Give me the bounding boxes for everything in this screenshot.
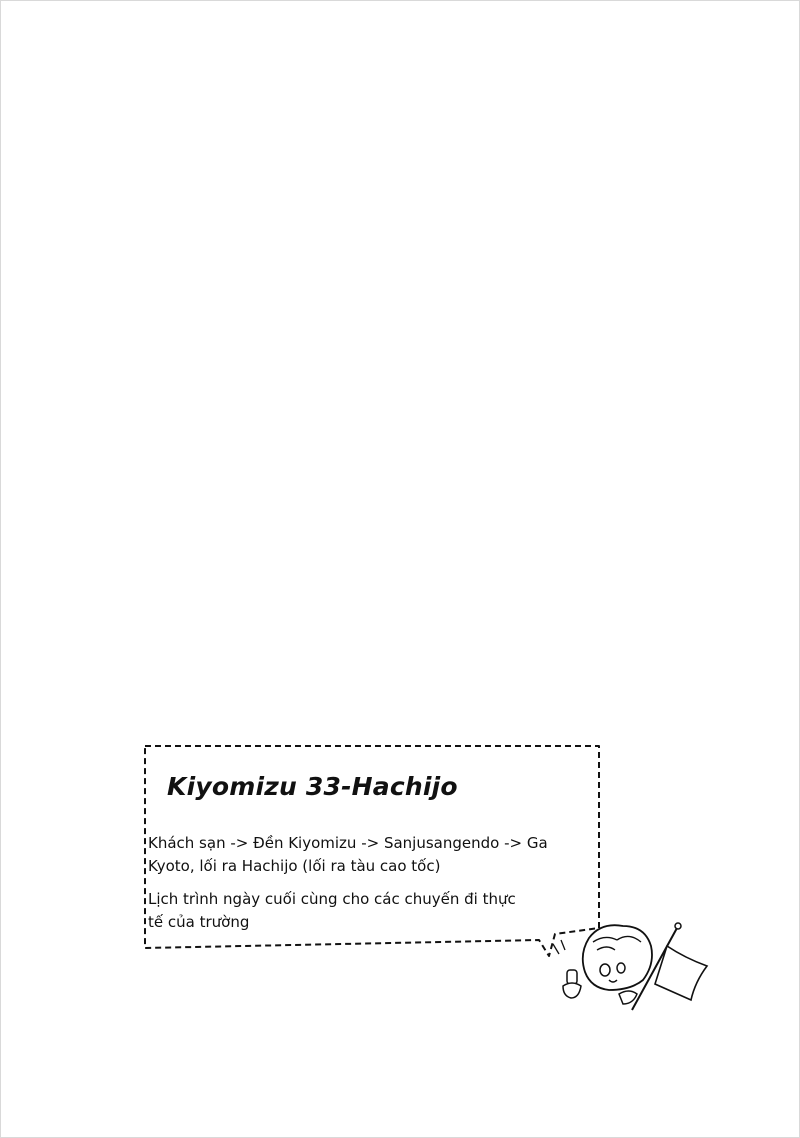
route-text: Khách sạn -> Đền Kiyomizu -> Sanjusangendo -> Ga Kyoto, lối ra Hachijo (lối ra tàu cao tốc) [148,834,548,875]
speech-note-box [143,744,599,946]
note-title: Kiyomizu 33-Hachijo [167,772,458,801]
schedule-text: Lịch trình ngày cuối cùng cho các chuyến đi thực tế của trường [148,890,516,931]
chibi-tour-guide-with-flag-icon [545,920,715,1020]
